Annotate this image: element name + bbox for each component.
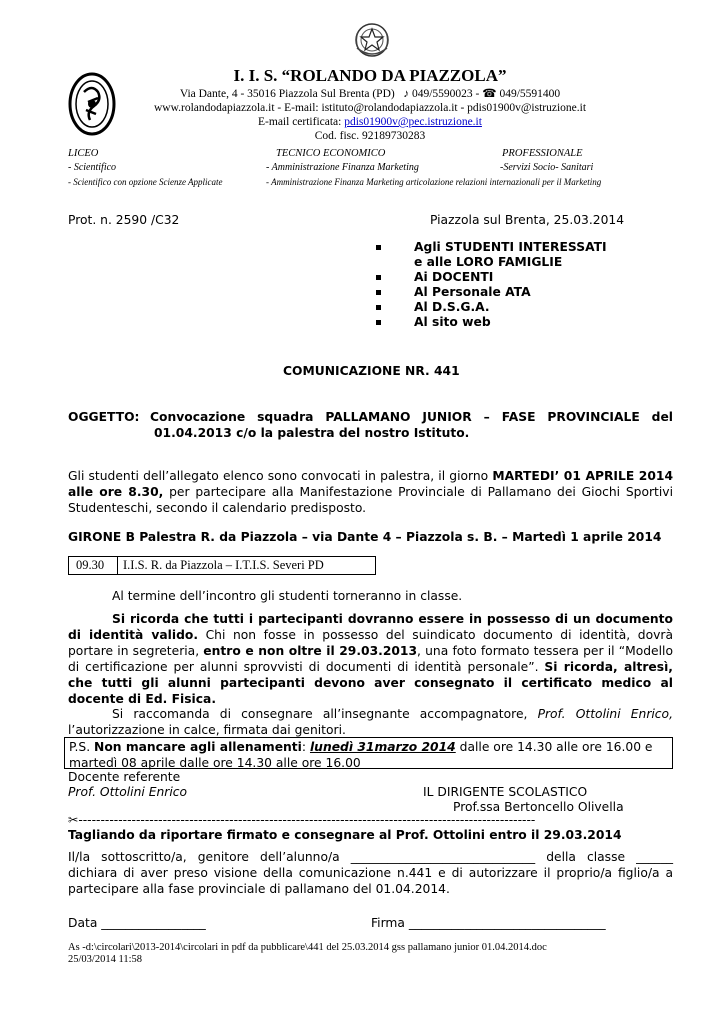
address: Via Dante, 4 - 35016 Piazzola Sul Brenta (PD) [179, 88, 395, 100]
dirigente-label: IL DIRIGENTE SCOLASTICO [423, 785, 588, 799]
oggetto-line-1: Convocazione squadra PALLAMANO JUNIOR – FASE PROVINCIALE del [150, 410, 673, 424]
school-tecnico: TECNICO ECONOMICO [276, 148, 386, 159]
tagliando-heading: Tagliando da riportare firmato e consegnare al Prof. Ottolini entro il 29.03.2014 [68, 828, 622, 842]
para1-bold: MARTEDI’ 01 APRILE 2014 alle ore 8.30, [68, 469, 674, 499]
fax: 049/5591400 [499, 88, 561, 100]
match-table [68, 556, 376, 575]
pec-line [120, 115, 620, 129]
liceo-item-2: - Scientifico con opzione Scienze Applicate [68, 177, 223, 187]
web-email-line: www.rolandodapiazzola.it - E-mail: istituto@rolandodapiazzola.it - pdis01900v@istruzione.it [153, 102, 587, 114]
oggetto-label: OGGETTO: [68, 410, 140, 424]
recipient-item: Al D.S.G.A. [373, 300, 607, 315]
para3-text: Si raccomanda di consegnare all’insegnante accompagnatore, [112, 707, 538, 721]
authorization-form-text: Il/la sottoscritto/a, genitore dell’alunno/a ______________________________ della classe ______ dichiara di aver preso visione della comunicazione n.441 e di autorizzare il proprio/a figlio/a a partecipare alla fase provinciale di pallamano del 01.04.2014. [68, 850, 673, 896]
ps-box [64, 737, 673, 769]
pec-label: E-mail certificata: [258, 116, 342, 128]
return-text: Al termine dell’incontro gli studenti torneranno in classe. [112, 589, 463, 603]
paragraph-convocation [68, 468, 673, 516]
place-date: Piazzola sul Brenta, 25.03.2014 [430, 213, 625, 227]
fiscal-code: Cod. fisc. 92189730283 [314, 130, 426, 142]
para2-bold-3: Si ricorda, altresì, che tutti gli alunni partecipanti devono aver consegnato il certificato medico al docente di Ed. Fisica. [68, 660, 673, 706]
para3-teacher: Prof. Ottolini Enrico, [537, 707, 673, 721]
paragraph-documents [68, 611, 673, 707]
cut-line [68, 812, 673, 828]
prof-item-1: -Servizi Socio- Sanitari [500, 162, 594, 173]
fax-icon: ☎ [482, 88, 497, 100]
ps-prefix: P.S. [69, 740, 95, 754]
para3-text-end: l’autorizzazione in calce, firmata dai genitori. [68, 723, 346, 737]
pec-link[interactable]: pdis01900v@pec.istruzione.it [344, 116, 482, 128]
republic-emblem-icon [352, 20, 392, 62]
oggetto-line-2: 01.04.2013 c/o la palestra del nostro Istituto. [154, 426, 470, 440]
recipient-item: Ai DOCENTI [373, 270, 607, 285]
table-divider [117, 557, 118, 574]
ps-date: lunedì 31marzo 2014 [309, 740, 456, 754]
dirigente-name: Prof.ssa Bertoncello Olivella [453, 800, 624, 814]
recipients-list [373, 240, 607, 330]
recipient-item: Al Personale ATA [373, 285, 607, 300]
match-time: 09.30 [76, 558, 105, 572]
ps-bold: Non mancare agli allenamenti [94, 740, 302, 754]
para1-text: Gli studenti dell’allegato elenco sono convocati in palestra, il giorno [68, 469, 493, 483]
address-line: Via Dante, 4 - 35016 Piazzola Sul Brenta (PD) ♪ 049/5590023 - ☎ 049/5591400 [179, 88, 561, 100]
para1-text-end: per partecipare alla Manifestazione Provinciale di Pallamano dei Giochi Sportivi Studenteschi, secondo il calendario predisposto. [68, 485, 673, 515]
para2-bold-2: entro e non oltre il 29.03.2013 [203, 644, 418, 658]
girone-heading: GIRONE B Palestra R. da Piazzola – via Dante 4 – Piazzola s. B. – Martedì 1 aprile 2014 [68, 530, 662, 544]
recipient-item: Agli STUDENTI INTERESSATI [373, 240, 607, 255]
signature-field[interactable]: Firma ________________________________ [371, 916, 606, 930]
school-professionale: PROFESSIONALE [502, 148, 583, 159]
para2-bold-1: Si ricorda che tutti i partecipanti dovranno essere in possesso di un documento di identità valido. [68, 612, 673, 642]
school-title: I. I. S. “ROLANDO DA PIAZZOLA” [233, 66, 507, 85]
footer-path: As -d:\circolari\2013-2014\circolari in pdf da pubblicare\441 del 25.03.2014 gss pallamano junior 01.04.2014.doc [68, 942, 547, 953]
tecnico-item-1: - Amministrazione Finanza Marketing [266, 162, 419, 173]
recipient-item: e alle LORO FAMIGLIE [414, 255, 563, 269]
liceo-item-1: - Scientifico [68, 162, 117, 173]
dashes: ------------------------------------------------------------------------------------------------------- [78, 813, 536, 827]
ps-text: dalle ore 14.30 alle ore 16.00 e martedì 08 aprile dalle ore 14.30 alle ore 16.00 [69, 740, 653, 770]
recipient-item: Al sito web [373, 315, 607, 330]
comunicazione-number: COMUNICAZIONE NR. 441 [283, 364, 460, 378]
docente-label: Docente referente [68, 770, 181, 784]
match-teams: I.I.S. R. da Piazzola – I.T.I.S. Severi PD [123, 558, 324, 572]
school-liceo: LICEO [68, 148, 99, 159]
school-logo-icon [68, 72, 116, 136]
phone: 049/5590023 [411, 88, 473, 100]
paragraph-authorization [68, 706, 673, 738]
footer-date: 25/03/2014 11:58 [68, 954, 142, 965]
schools-block [68, 147, 668, 189]
para2-text-1: Chi non fosse in possesso del suindicato documento di identità, dovrà portare in segreteria, [68, 628, 673, 658]
para2-text-2: , una foto formato tessera per il “Modello di certificazione per alunni sprovvisti di documenti di identità personale”. [68, 644, 673, 674]
scissors-icon: ✂ [68, 813, 79, 827]
protocol: Prot. n. 2590 /C32 [68, 213, 180, 227]
phone-icon: ♪ [403, 88, 410, 100]
docente-name: Prof. Ottolini Enrico [68, 785, 188, 799]
ps-colon: : [301, 740, 310, 754]
date-field[interactable]: Data _________________ [68, 916, 206, 930]
tecnico-item-2: - Amministrazione Finanza Marketing articolazione relazioni internazionali per il Marketing [266, 177, 602, 187]
